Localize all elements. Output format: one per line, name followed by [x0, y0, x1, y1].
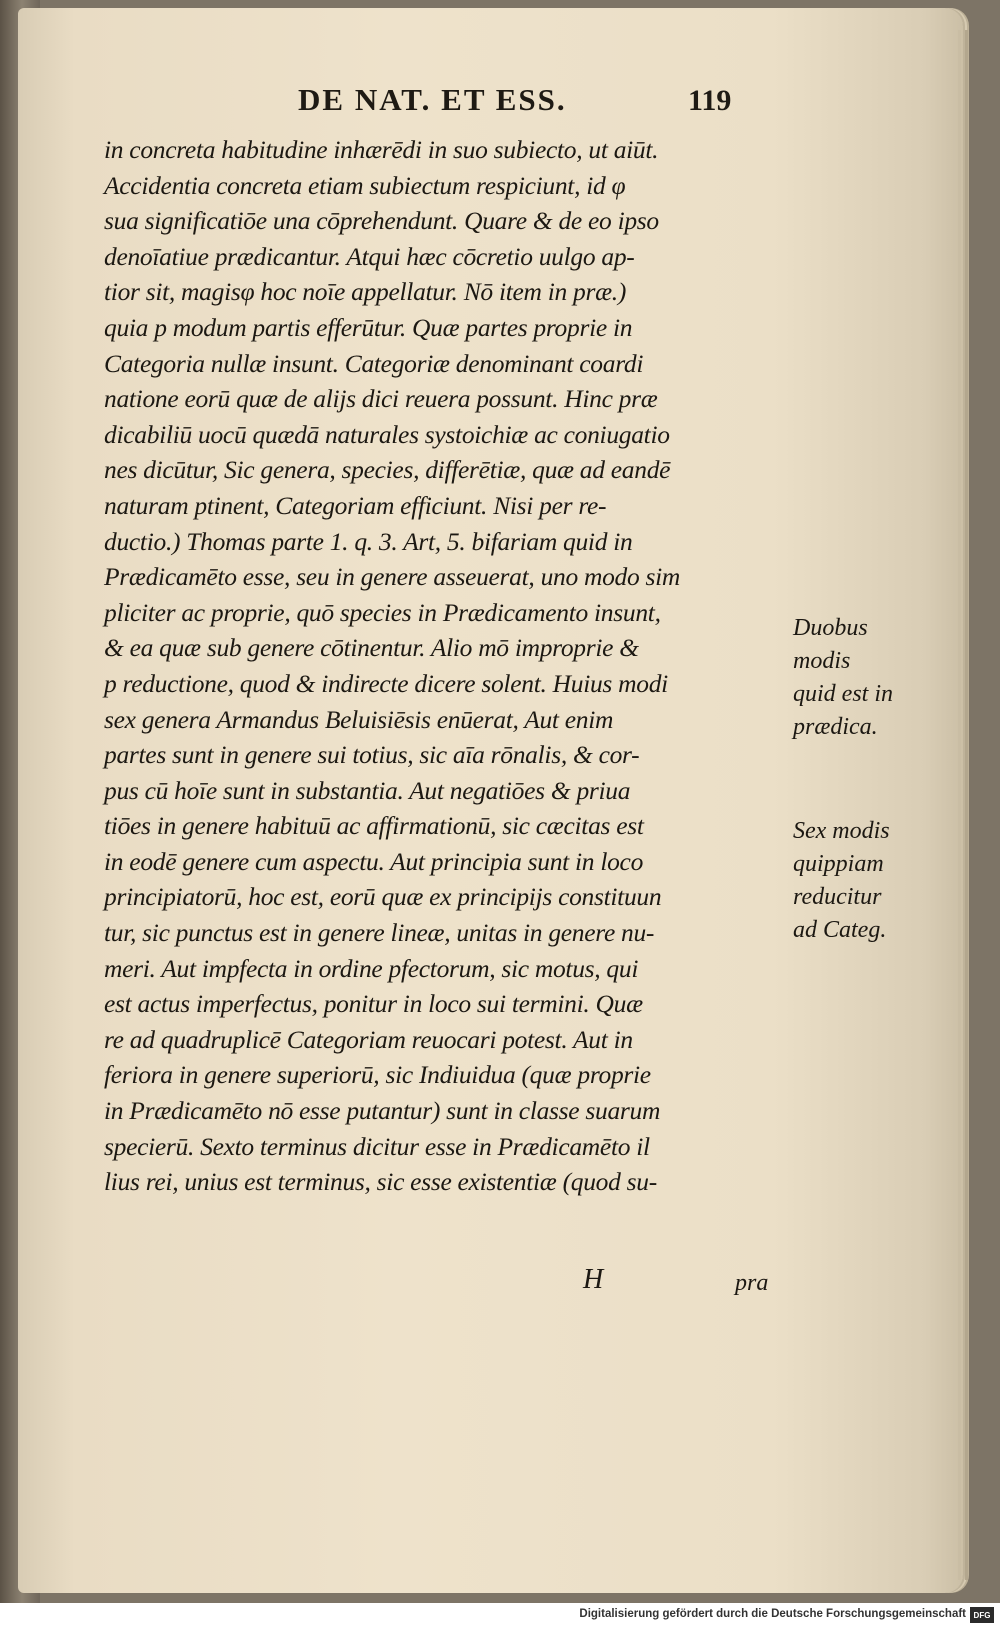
marginal-note-sex-modis [793, 815, 890, 947]
margin-line: reducitur [793, 884, 882, 910]
text-line: Accidentia concreta etiam subiectum respiciunt, id φ [104, 170, 626, 200]
margin-line: Duobus [793, 615, 868, 641]
text-line: tur, sic punctus est in genere lineæ, unitas in genere nu- [104, 918, 655, 948]
text-line: Categoria nullæ insunt. Categoriæ denominant coardi [104, 348, 644, 378]
text-line: partes sunt in genere sui totius, sic aīa rōnalis, & cor- [104, 740, 640, 770]
text-line: est actus imperfectus, ponitur in loco sui termini. Quæ [104, 989, 643, 1019]
page-number: 119 [688, 84, 732, 117]
text-line: in concreta habitudine inhærēdi in suo subiecto, ut aiūt. [104, 135, 659, 164]
dfg-logo: DFG [970, 1607, 994, 1623]
margin-line: prædica. [793, 714, 878, 740]
margin-line: quippiam [793, 851, 884, 877]
text-line: pliciter ac proprie, quō species in Prædicamento insunt, [104, 597, 661, 627]
text-line: re ad quadruplicē Categoriam reuocari potest. Aut in [104, 1024, 633, 1054]
text-line: & ea quæ sub genere cōtinentur. Alio mō improprie & [104, 633, 639, 663]
marginal-note-duobus-modis [793, 612, 893, 744]
footer-bar [0, 1603, 1000, 1629]
text-line: principiatorū, hoc est, eorū quæ ex principijs constituun [104, 882, 662, 912]
text-line: tior sit, magisφ hoc noīe appellatur. Nō item in præ.) [104, 277, 627, 307]
text-line: ductio.) Thomas parte 1. q. 3. Art, 5. bifariam quid in [104, 526, 633, 556]
text-line: in Prædicamēto nō esse putantur) sunt in classe suarum [104, 1096, 661, 1126]
text-line: feriora in genere superiorū, sic Indiuidua (quæ proprie [104, 1060, 651, 1090]
text-line: dicabiliū uocū quædā naturales systoichiæ ac coniugatio [104, 419, 670, 449]
catchword: pra [735, 1270, 769, 1296]
text-line: pus cū hoīe sunt in substantia. Aut negatiōes & priua [104, 775, 631, 805]
text-line: in eodē genere cum aspectu. Aut principia sunt in loco [104, 846, 644, 876]
text-line: sua significatiōe una cōprehendunt. Quare & de eo ipso [104, 206, 659, 236]
text-line: lius rei, unius est terminus, sic esse existentiæ (quod su- [104, 1167, 657, 1197]
text-line: sex genera Armandus Beluisiēsis enūerat, Aut enim [104, 704, 614, 734]
text-line: naturam ptinent, Categoriam efficiunt. Nisi per re- [104, 490, 607, 520]
text-line: denoīatiue prædicantur. Atqui hæc cōcretio uulgo ap- [104, 241, 635, 271]
page-edge [965, 30, 968, 1580]
text-line: p reductione, quod & indirecte dicere solent. Huius modi [104, 668, 668, 698]
text-line: Prædicamēto esse, seu in genere asseuerat, uno modo sim [104, 562, 681, 592]
text-line: meri. Aut impfecta in ordine pfectorum, sic motus, qui [104, 953, 639, 983]
running-head: DE NAT. ET ESS. [298, 82, 567, 117]
page-edge [958, 30, 961, 1580]
text-line: tiōes in genere habituū ac affirmationū, sic cæcitas est [104, 811, 644, 841]
text-line: nes dicūtur, Sic genera, species, differētiæ, quæ ad eandē [104, 455, 671, 485]
margin-line: quid est in [793, 681, 893, 707]
text-line: specierū. Sexto terminus dicitur esse in Prædicamēto il [104, 1131, 650, 1161]
footer-credit: Digitalisierung gefördert durch die Deutsche Forschungsgemeinschaft [579, 1608, 966, 1620]
margin-line: ad Categ. [793, 917, 887, 943]
text-line: quia p modum partis efferūtur. Quæ partes proprie in [104, 312, 633, 342]
text-line: natione eorū quæ de alijs dici reuera possunt. Hinc præ [104, 384, 658, 414]
body-text [104, 132, 784, 1200]
margin-line: Sex modis [793, 818, 890, 844]
margin-line: modis [793, 648, 851, 674]
signature-mark: H [583, 1264, 604, 1295]
